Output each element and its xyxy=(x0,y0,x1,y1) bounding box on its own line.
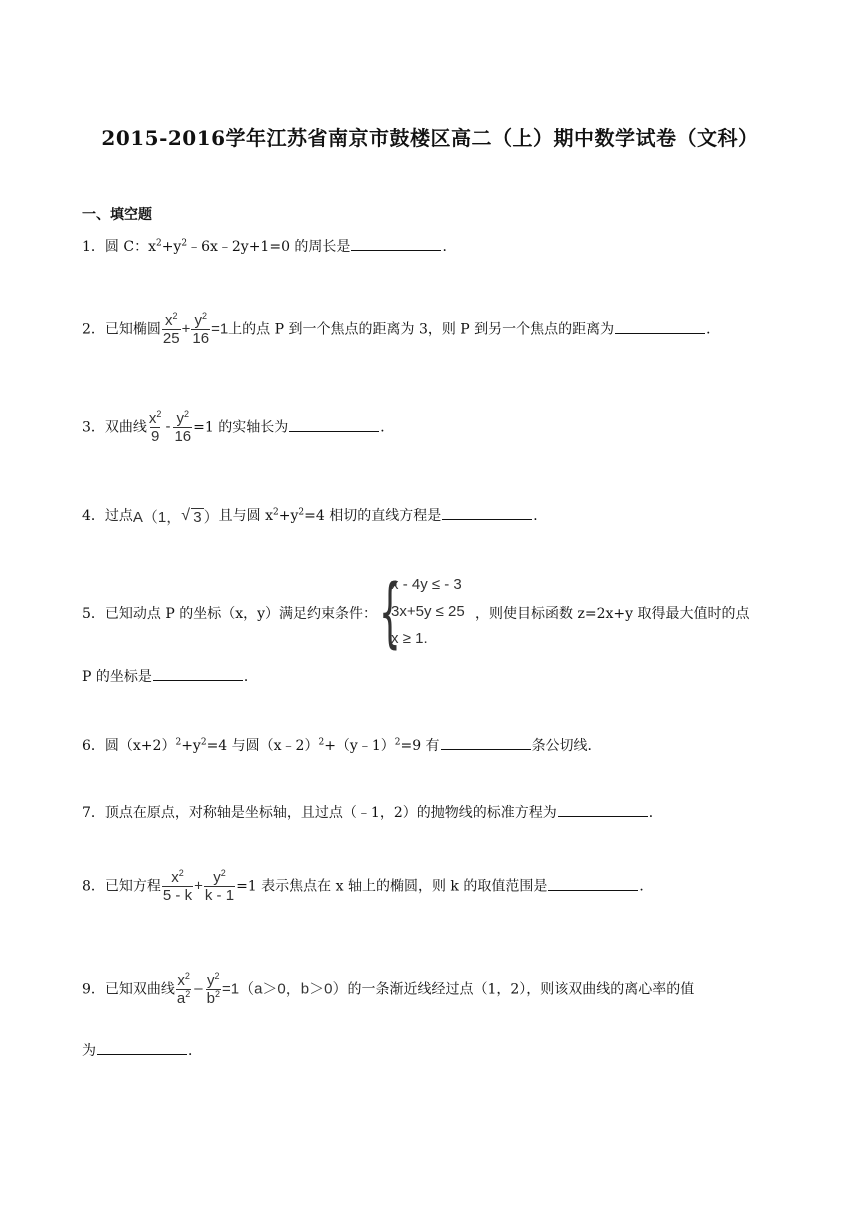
question-7: 7．顶点在原点，对称轴是坐标轴，且过点（﹣1，2）的抛物线的标准方程为 ． xyxy=(82,802,663,822)
answer-blank[interactable] xyxy=(558,802,648,817)
question-6: 6．圆$(x+2)^2+y^2=4$ 与圆（x﹣2）$^2$+（y﹣1）$^2$=9 有 条公切线． xyxy=(82,735,602,755)
answer-blank[interactable] xyxy=(615,319,705,334)
question-9-continued: 为 ． xyxy=(82,1040,202,1060)
question-1: 1．圆 C：$x^2+y^2﹣6x﹣2y+1=0$ 的周长是 ． xyxy=(82,236,456,256)
point-a-image: A（1， √ 3 ） xyxy=(132,506,219,526)
answer-blank[interactable] xyxy=(153,666,243,681)
answer-blank[interactable] xyxy=(548,876,638,891)
constraint-system-image: { x - 4y ≤ - 3 3x+5y ≤ 25 x ≥ 1. xyxy=(379,567,465,656)
hyperbola-ab-equation-image: $\frac{x^2}{a^2}$ – $\frac{y^2}{b^2}$ =1（a＞0，b＞0） xyxy=(176,971,348,1007)
hyperbola-equation-image: $\frac{x^2}{9}$ - $\frac{y^2}{16}$ xyxy=(148,409,192,445)
answer-blank[interactable] xyxy=(351,236,441,251)
answer-blank[interactable] xyxy=(289,417,379,432)
ellipse-equation-image: $\frac{x^2}{25}$ + $\frac{y^2}{16}$ =1 xyxy=(162,311,229,347)
question-4: 4．过点A（1， √ 3 ）且与圆 $x^2+y^2=4$ 相切的直线方程是 ． xyxy=(82,506,548,526)
ellipse-k-equation-image: $\frac{x^2}{5 - k}$ + $\frac{y^2}{k - 1}$ xyxy=(162,868,235,904)
answer-blank[interactable] xyxy=(442,505,532,520)
answer-blank[interactable] xyxy=(97,1040,187,1055)
question-3: 3．双曲线 $\frac{x^2}{9}$ - $\frac{y^2}{16}$ =1 的实轴长为 ． xyxy=(82,409,395,445)
question-5-continued: P 的坐标是 ． xyxy=(82,666,258,686)
question-2: 2．已知椭圆 $\frac{x^2}{25}$ + $\frac{y^2}{16}$ =1上的点 P 到一个焦点的距离为 3，则 P 到另一个焦点的距离为 ． xyxy=(82,311,721,347)
answer-blank[interactable] xyxy=(441,735,531,750)
section-heading: 一、填空题 xyxy=(82,207,152,223)
question-8: 8．已知方程 $\frac{x^2}{5 - k}$ + $\frac{y^2}{k - 1}$ =1 表示焦点在 x 轴上的椭圆，则 k 的取值范围是 ． xyxy=(82,868,654,904)
page-title: 2015-2016学年江苏省南京市鼓楼区高二（上）期中数学试卷（文科） xyxy=(101,126,759,150)
question-5: 5．已知动点 P 的坐标（x，y）满足约束条件： { x - 4y ≤ - 3 3x+5y ≤ 25 x ≥ 1. ，则使目标函数 z=2x+y 取得最大值时的点 xyxy=(82,567,750,656)
question-9: 9．已知双曲线 $\frac{x^2}{a^2}$ – $\frac{y^2}{b^2}$ =1（a＞0，b＞0）的一条渐近线经过点（1，2），则该双曲线的离心率的值 xyxy=(82,971,695,1007)
